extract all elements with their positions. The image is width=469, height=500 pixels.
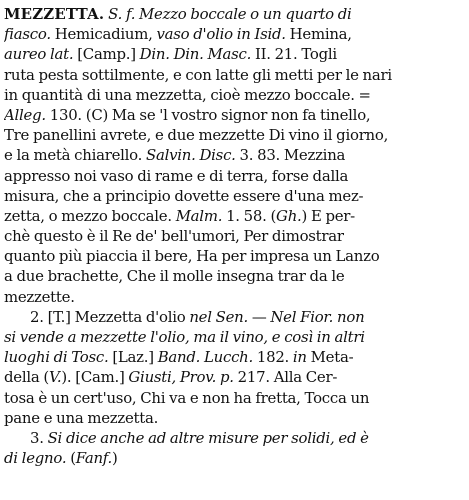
text-segment: — xyxy=(247,307,271,326)
text-segment: 3. xyxy=(30,428,48,447)
italic-text: in xyxy=(292,348,307,367)
text-line xyxy=(4,448,466,468)
text-segment: 2. [T.] Mezzetta d'olio xyxy=(30,307,190,326)
text-segment: zetta, o mezzo boccale. xyxy=(4,206,176,225)
text-line xyxy=(4,367,466,387)
italic-text: Gh. xyxy=(276,206,302,225)
text-segment: ) xyxy=(112,449,118,468)
text-line xyxy=(4,408,466,428)
text-line xyxy=(4,226,466,246)
text-line xyxy=(4,428,466,448)
italic-text: Nel Fior. non xyxy=(270,307,365,326)
italic-text: Malm. xyxy=(175,206,223,225)
text-line xyxy=(4,186,466,206)
text-line xyxy=(4,166,466,186)
italic-text: vaso d'olio in Isid. xyxy=(156,25,286,44)
text-segment: quanto più piaccia il bere, Ha per impresa un Lanzo xyxy=(4,247,380,266)
italic-text: fiasco. xyxy=(4,25,51,44)
text-segment: 3. 83. Mezzina xyxy=(235,146,346,165)
italic-text: di legno. xyxy=(4,449,67,468)
text-line xyxy=(4,388,466,408)
italic-text: Giusti, Prov. p. xyxy=(128,368,234,387)
text-segment: [Camp.] xyxy=(73,45,140,64)
text-segment: Tre panellini avrete, e due mezzette Di vino il giorno, xyxy=(4,126,389,145)
italic-text: Din. Din. Masc. xyxy=(139,45,252,64)
text-segment: Meta- xyxy=(306,348,354,367)
italic-text: aureo lat. xyxy=(4,45,74,64)
italic-text: Salvin. Disc. xyxy=(146,146,236,165)
text-line xyxy=(4,24,466,44)
text-segment: pane e una mezzetta. xyxy=(4,408,159,427)
text-segment: tosa è un cert'uso, Chi va e non ha fretta, Tocca un xyxy=(4,388,370,407)
text-segment: e la metà chiarello. xyxy=(4,146,146,165)
text-segment: Hemina, xyxy=(285,25,352,44)
text-line xyxy=(4,65,466,85)
text-segment: ) E per- xyxy=(301,206,355,225)
text-segment: 130. (C) Ma se 'l vostro signor non fa tinello, xyxy=(45,105,371,124)
text-line xyxy=(4,206,466,226)
text-segment: 1. 58. ( xyxy=(222,206,277,225)
italic-text: Alleg. xyxy=(4,105,46,124)
text-segment: mezzette. xyxy=(4,287,75,306)
text-line xyxy=(4,145,466,165)
text-segment: [Laz.] xyxy=(108,348,158,367)
text-segment: 217. Alla Cer- xyxy=(233,368,338,387)
italic-text: Si dice anche ad altre misure per solidi, ed è xyxy=(47,428,369,447)
text-line xyxy=(4,44,466,64)
text-segment: 182. xyxy=(253,348,293,367)
italic-text: luoghi di Tosc. xyxy=(4,348,109,367)
text-segment: misura, che a principio dovette essere d'una mez- xyxy=(4,186,364,205)
italic-text: V. xyxy=(48,368,62,387)
dictionary-entry xyxy=(4,4,466,468)
text-segment: chè questo è il Re de' bell'umori, Per dimostrar xyxy=(4,227,344,246)
text-segment: appresso noi vaso di rame e di terra, forse dalla xyxy=(4,166,349,185)
text-line xyxy=(4,266,466,286)
text-line xyxy=(4,4,466,24)
text-segment: in quantità di una mezzetta, cioè mezzo boccale. = xyxy=(4,85,371,104)
italic-text: si vende a mezzette l'olio, ma il vino, e così in altri xyxy=(4,328,365,346)
text-line xyxy=(4,125,466,145)
text-line xyxy=(4,307,466,327)
text-segment: Hemicadium, xyxy=(50,25,157,44)
text-segment: a due brachette, Che il molle insegna trar da le xyxy=(4,267,345,286)
text-segment: della ( xyxy=(4,368,49,387)
text-segment: ruta pesta sottilmente, e con latte gli metti per le nari xyxy=(4,65,392,84)
text-segment: ( xyxy=(66,449,76,468)
text-line xyxy=(4,105,466,125)
text-line xyxy=(4,246,466,266)
italic-text: S. f. Mezzo boccale o un quarto di xyxy=(108,5,352,23)
headword: MEZZETTA. xyxy=(4,5,105,23)
text-segment: ). [Cam.] xyxy=(61,368,129,387)
text-line xyxy=(4,287,466,307)
text-line xyxy=(4,327,466,347)
text-line xyxy=(4,85,466,105)
italic-text: Fanf. xyxy=(75,449,113,468)
italic-text: nel Sen. xyxy=(189,307,248,326)
italic-text: Band. Lucch. xyxy=(157,348,253,367)
text-segment: II. 21. Togli xyxy=(251,45,337,64)
text-line xyxy=(4,347,466,367)
